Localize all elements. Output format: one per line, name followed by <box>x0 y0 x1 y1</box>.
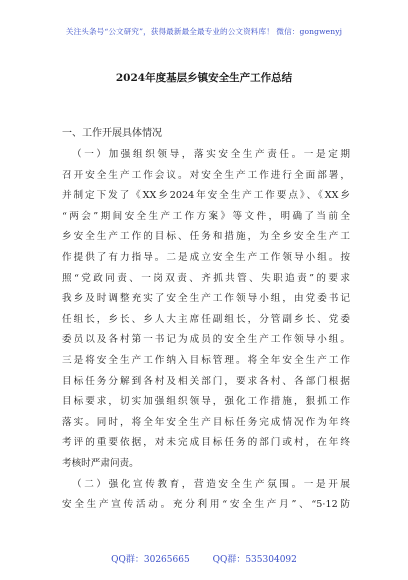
body-text <box>62 145 350 516</box>
document-title: 2024年度基层乡镇安全生产工作总结 <box>115 72 293 84</box>
paragraph-line: 乡安全生产工作的目标、任务和措施，为全乡安全生产工 <box>62 231 350 243</box>
paragraph-line: 考核时严肃问责。 <box>62 457 139 469</box>
qq-group-2: QQ群：535304092 <box>212 555 297 565</box>
header-banner: 关注头条号“公文研究”，获得最新最全最专业的公文资料库！ 微信：gongwenyj <box>65 27 343 36</box>
paragraph-line: 委员以及各村第一书记为成员的安全生产工作领导小组。 <box>62 334 350 346</box>
paragraph-line: 作提供了有力指导。二是成立安全生产工作领导小组。按 <box>62 251 350 263</box>
qq-group-1: QQ群：30265665 <box>111 555 190 565</box>
paragraph-line: “两会”期间安全生产工作方案》等文件，明确了当前全 <box>62 210 350 222</box>
paragraph-line: 照“党政同责、一岗双责、齐抓共管、失职追责”的要求 <box>62 272 350 284</box>
paragraph-line: 落实。同时，将全年安全生产目标任务完成情况作为年终 <box>62 416 350 428</box>
paragraph-line: 并制定下发了《XX乡2024年安全生产工作要点》、《XX乡 <box>62 190 350 202</box>
paragraph-line: 我乡及时调整充实了安全生产工作领导小组，由党委书记 <box>62 293 350 305</box>
paragraph-line: 三是将安全生产工作纳入目标管理。将全年安全生产工作 <box>62 354 350 366</box>
paragraph-line: 任组长，乡长、乡人大主席任副组长，分管副乡长、党委 <box>62 313 350 325</box>
paragraph-line: （一）加强组织领导，落实安全生产责任。一是定期 <box>72 149 350 160</box>
paragraph-line: 安全生产宣传活动。充分利用“安全生产月”、“5·12防 <box>62 499 350 511</box>
footer-contact <box>0 552 408 565</box>
paragraph-line: 考评的重要依据，对未完成目标任务的部门或村，在年终 <box>62 437 350 449</box>
paragraph-line: 目标任务分解到各村及相关部门，要求各村、各部门根据 <box>62 375 350 387</box>
paragraph-line: 目标要求，切实加强组织领导，强化工作措施，狠抓工作 <box>62 396 350 408</box>
paragraph-line: （二）强化宣传教育，营造安全生产氛围。一是开展 <box>72 478 350 490</box>
paragraph-line: 召开安全生产工作会议。对安全生产工作进行全面部署， <box>62 169 350 181</box>
section-heading: 一、工作开展具体情况 <box>62 128 162 139</box>
